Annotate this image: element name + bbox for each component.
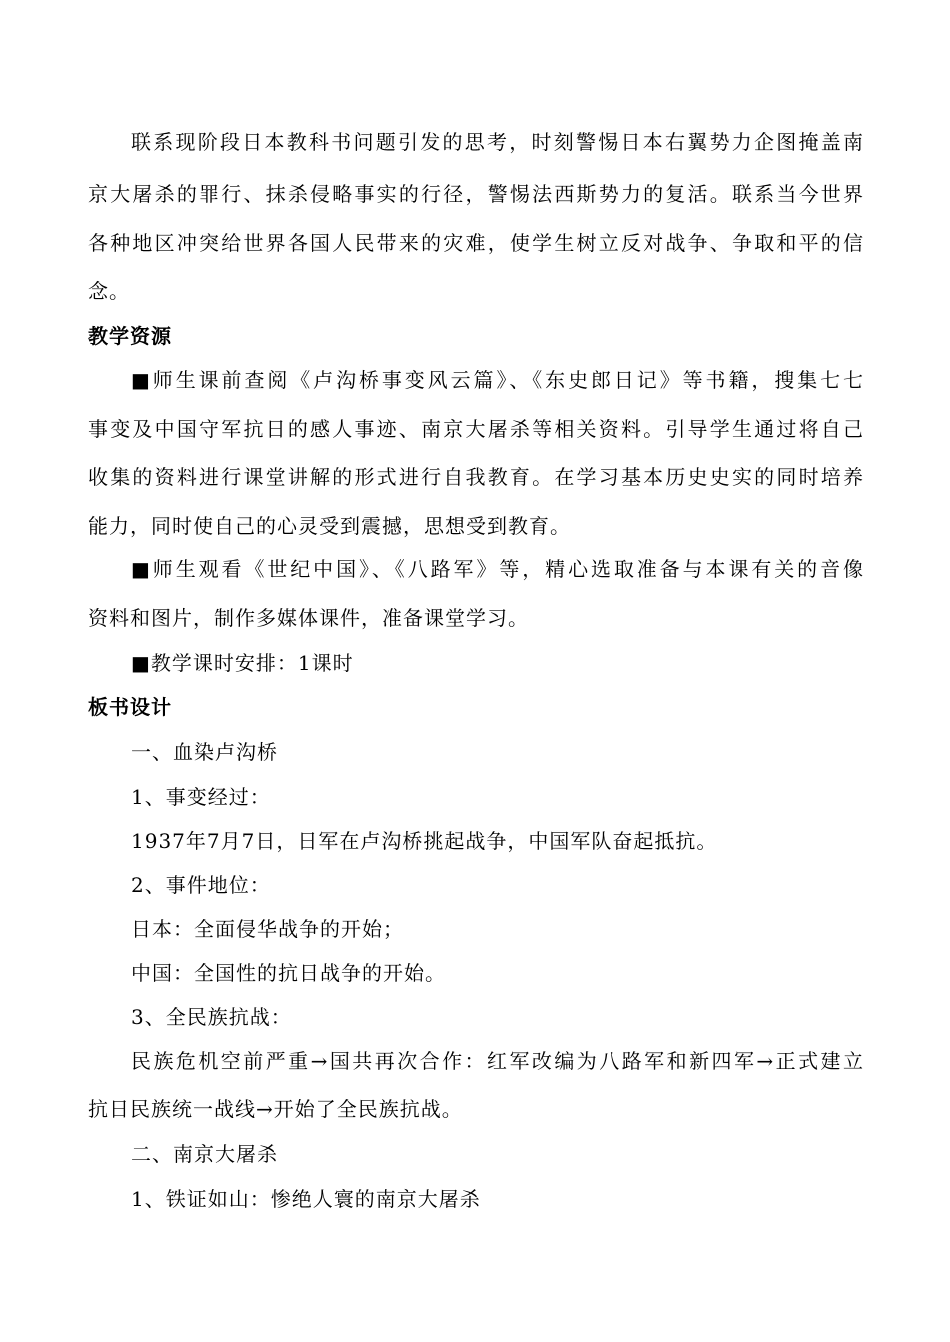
paragraph-line: 联系现阶段日本教科书问题引发的思考，时刻警惕日本右翼势力企图掩盖南 <box>131 130 864 154</box>
paragraph-line: ■教学课时安排：1课时 <box>131 651 354 675</box>
paragraph-line: 收集的资料进行课堂讲解的形式进行自我教育。在学习基本历史史实的同时培养 <box>88 465 864 489</box>
paragraph-line: 民族危机空前严重→国共再次合作：红军改编为八路军和新四军→正式建立 <box>131 1049 864 1073</box>
paragraph-line: 事变及中国守军抗日的感人事迹、南京大屠杀等相关资料。引导学生通过将自己 <box>88 417 864 441</box>
paragraph-line: 念。 <box>88 279 130 303</box>
paragraph-line: ■师生观看《世纪中国》、《八路军》等，精心选取准备与本课有关的音像 <box>131 557 864 581</box>
outline-item: 3、全民族抗战： <box>131 1005 292 1029</box>
outline-item: 1937年7月7日，日军在卢沟桥挑起战争，中国军队奋起抵抗。 <box>131 829 718 853</box>
paragraph-line: 京大屠杀的罪行、抹杀侵略事实的行径，警惕法西斯势力的复活。联系当今世界 <box>88 182 864 206</box>
paragraph-line: ■师生课前查阅《卢沟桥事变风云篇》、《东史郎日记》等书籍，搜集七七 <box>131 368 864 392</box>
section-heading: 教学资源 <box>88 324 172 348</box>
section-heading: 板书设计 <box>88 695 172 719</box>
outline-item: 日本：全面侵华战争的开始； <box>131 917 404 941</box>
outline-item: 2、事件地位： <box>131 873 271 897</box>
paragraph-line: 抗日民族统一战线→开始了全民族抗战。 <box>88 1097 463 1121</box>
paragraph-line: 各种地区冲突给世界各国人民带来的灾难，使学生树立反对战争、争取和平的信 <box>88 231 864 255</box>
outline-item: 1、事变经过： <box>131 785 271 809</box>
paragraph-line: 能力，同时使自己的心灵受到震撼，思想受到教育。 <box>88 514 571 538</box>
outline-item: 一、血染卢沟桥 <box>131 740 278 764</box>
outline-item: 中国：全国性的抗日战争的开始。 <box>131 961 446 985</box>
outline-item: 二、南京大屠杀 <box>131 1142 278 1166</box>
outline-item: 1、铁证如山：惨绝人寰的南京大屠杀 <box>131 1187 481 1211</box>
paragraph-line: 资料和图片，制作多媒体课件，准备课堂学习。 <box>88 606 529 630</box>
